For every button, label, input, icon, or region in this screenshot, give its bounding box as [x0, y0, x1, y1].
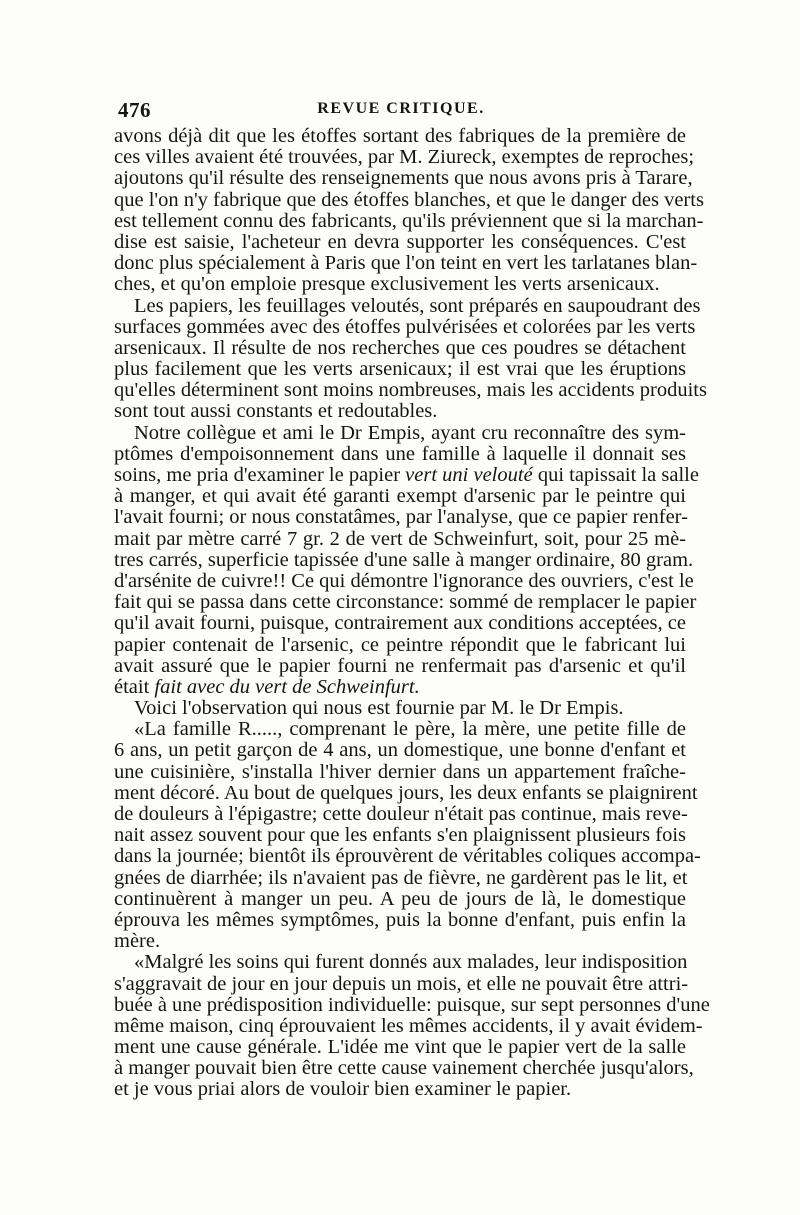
text-line: avait assuré que le papier fourni ne renfermait pas d'arsenic et qu'il: [114, 654, 686, 677]
text-line: continuèrent à manger un peu. A peu de jours de là, le domestique: [114, 887, 686, 910]
text-line: Voici l'observation qui nous est fournie par M. le Dr Empis.: [134, 697, 624, 720]
text-line: nait assez souvent pour que les enfants s'en plaignissent plusieurs fois: [114, 824, 686, 847]
text-line: donc plus spécialement à Paris que l'on teint en vert les tarlatanes blan-: [114, 252, 698, 275]
text-segment: qui tapissait la salle: [532, 464, 699, 486]
text-line: ment une cause générale. L'idée me vint que le papier vert de la salle: [114, 1036, 686, 1059]
text-line: dans la journée; bientôt ils éprouvèrent de véritables coliques accompa-: [114, 845, 701, 868]
text-line: qu'il avait fourni, puisque, contrairement aux conditions acceptées, ce: [114, 612, 686, 635]
page-number: 476: [118, 98, 151, 122]
text-segment: était: [114, 675, 155, 698]
text-line: une cuisinière, s'installa l'hiver dernier dans un appartement fraîche-: [114, 760, 686, 783]
text-line: que l'on n'y fabrique que des étoffes blanches, et que le danger des verts: [114, 188, 704, 211]
text-line: «Malgré les soins qui furent donnés aux malades, leur indisposition: [134, 951, 688, 974]
text-line: est tellement connu des fabricants, qu'ils préviennent que si la marchan-: [114, 209, 704, 232]
text-line: ajoutons qu'il résulte des renseignements que nous avons pris à Tarare,: [114, 167, 693, 190]
text-line: mère.: [114, 930, 161, 953]
text-line: mait par mètre carré 7 gr. 2 de vert de Schweinfurt, soit, pour 25 mè-: [114, 527, 686, 550]
text-line: papier contenait de l'arsenic, ce peintre répondit que le fabricant lui: [114, 633, 686, 656]
text-line: 6 ans, un petit garçon de 4 ans, un domestique, une bonne d'enfant et: [114, 739, 686, 762]
text-line: fait qui se passa dans cette circonstance: sommé de remplacer le papier: [114, 591, 697, 614]
text-line: «La famille R....., comprenant le père, la mère, une petite fille de: [134, 718, 686, 741]
text-line: surfaces gommées avec des étoffes pulvérisées et colorées par les verts: [114, 315, 696, 338]
text-line: qu'elles déterminent sont moins nombreuses, mais les accidents produits: [114, 379, 707, 402]
text-line: Notre collègue et ami le Dr Empis, ayant cru reconnaître des sym-: [134, 421, 686, 444]
text-line: Les papiers, les feuillages veloutés, sont préparés en saupoudrant des: [134, 294, 701, 317]
text-line: [114, 464, 699, 486]
text-line: ptômes d'empoisonnement dans une famille à laquelle il donnait ses: [114, 442, 686, 465]
text-line: buée à une prédisposition individuelle: puisque, sur sept personnes d'une: [114, 993, 710, 1016]
text-line: s'aggravait de jour en jour depuis un mois, et elle ne pouvait être attri-: [114, 972, 689, 995]
text-line: même maison, cinq éprouvaient les mêmes accidents, il y avait évidem-: [114, 1014, 703, 1037]
text-line: ces villes avaient été trouvées, par M. Ziureck, exemptes de reproches;: [114, 146, 695, 169]
text-line: dise est saisie, l'acheteur en devra supporter les conséquences. C'est: [114, 230, 686, 253]
text-line: gnées de diarrhée; ils n'avaient pas de fièvre, ne gardèrent pas le lit, et: [114, 866, 688, 889]
text-line: arsenicaux. Il résulte de nos recherches que ces poudres se détachent: [114, 336, 686, 359]
italic-segment: vert uni velouté: [405, 464, 533, 486]
italic-segment: fait avec du vert de Schweinfurt.: [154, 675, 420, 698]
text-line: à manger pouvait bien être cette cause vainement cherchée jusqu'alors,: [114, 1057, 694, 1080]
text-line: [114, 677, 686, 698]
text-line: et je vous priai alors de vouloir bien examiner le papier.: [114, 1078, 572, 1101]
text-segment: soins, me pria d'examiner le papier: [114, 464, 406, 486]
text-line: d'arsénite de cuivre!! Ce qui démontre l'ignorance des ouvriers, c'est le: [114, 569, 694, 592]
text-line: à manger, et qui avait été garanti exempt d'arsenic par le peintre qui: [114, 485, 686, 508]
text-line: tres carrés, superficie tapissée d'une salle à manger ordinaire, 80 gram.: [114, 548, 694, 571]
text-line: ment décoré. Au bout de quelques jours, les deux enfants se plaignirent: [114, 781, 698, 804]
text-line: éprouva les mêmes symptômes, puis la bonne d'enfant, puis enfin la: [114, 908, 686, 931]
text-line: de douleurs à l'épigastre; cette douleur n'était pas continue, mais reve-: [114, 803, 688, 825]
page-header: [118, 98, 684, 128]
text-line: avons déjà dit que les étoffes sortant des fabriques de la première de: [114, 125, 686, 147]
running-head: REVUE CRITIQUE.: [317, 100, 485, 117]
text-line: l'avait fourni; or nous constatâmes, par l'analyse, que ce papier renfer-: [114, 506, 688, 529]
text-line: sont tout aussi constants et redoutables.: [114, 400, 438, 423]
text-line: ches, et qu'on emploie presque exclusivement les verts arsenicaux.: [114, 273, 660, 296]
body-text: [114, 125, 710, 1101]
text-line: plus facilement que les verts arsenicaux; il est vrai que les éruptions: [114, 358, 686, 381]
